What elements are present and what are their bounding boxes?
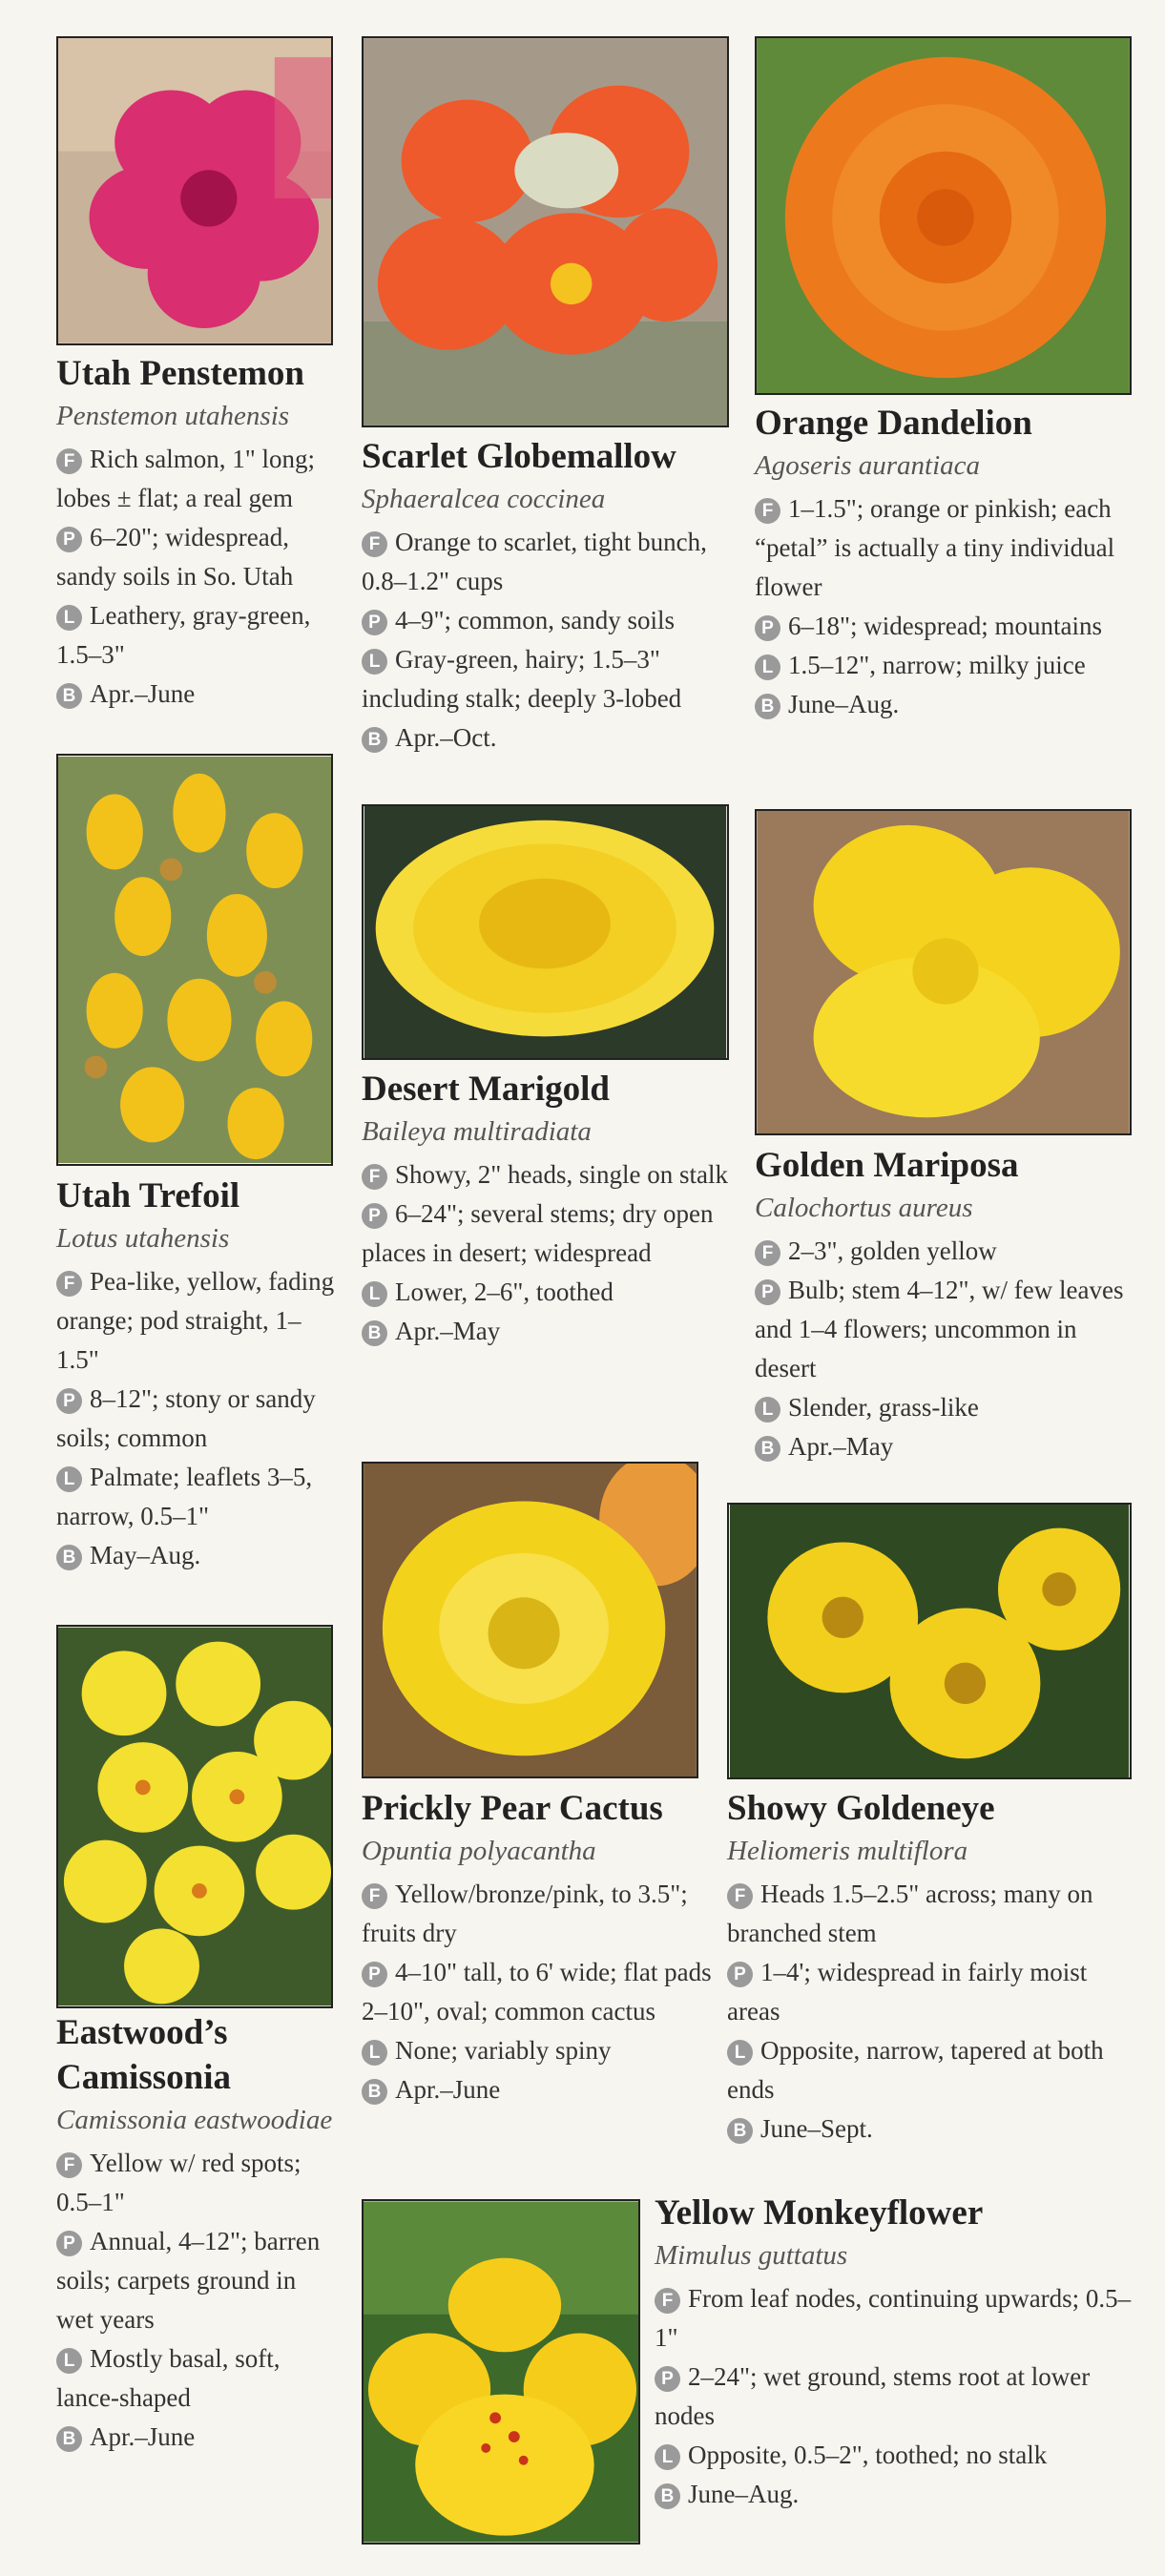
leaves-badge-icon: L [56, 1466, 82, 1492]
golden-mariposa-entry [755, 1143, 1136, 1466]
showy-goldeneye-entry [727, 1786, 1142, 2149]
orange-dandelion-sci: Agoseris aurantiaca [755, 450, 981, 481]
leaves-badge-icon: L [56, 2348, 82, 2374]
flower-badge-icon: F [56, 1271, 82, 1297]
fact-flower: F 2–3", golden yellow [755, 1232, 1136, 1271]
plant-badge-icon: P [56, 527, 82, 552]
eastwoods-camissonia-entry [56, 2010, 333, 2457]
flower-badge-icon: F [755, 498, 780, 524]
blooms-badge-icon: B [655, 2483, 680, 2509]
fact-blooms: B May–Aug. [56, 1536, 343, 1575]
flower-badge-icon: F [56, 448, 82, 474]
fact-blooms: B Apr.–June [362, 2070, 724, 2109]
plant-badge-icon: P [56, 1388, 82, 1414]
blooms-badge-icon: B [362, 727, 387, 753]
prickly-pear-photo [362, 1462, 698, 1778]
pink-penstemon-icon [58, 38, 331, 343]
fact-blooms: B June–Aug. [655, 2475, 1132, 2514]
golden-mariposa-photo [755, 809, 1132, 1135]
fact-leaves: L Opposite, 0.5–2", toothed; no stalk [655, 2436, 1132, 2475]
yellow-goldeneye-icon [729, 1505, 1130, 1777]
orange-dandelion-entry [755, 401, 1136, 724]
fact-plant: P 8–12"; stony or sandy soils; common [56, 1384, 316, 1452]
flower-badge-icon: F [56, 2152, 82, 2178]
blooms-badge-icon: B [755, 1436, 780, 1462]
utah-penstemon-sci: Penstemon utahensis [56, 401, 290, 431]
scarlet-globemallow-photo [362, 36, 729, 427]
fact-flower: F Pea-like, yellow, fading orange; pod straight, 1–1.5" [56, 1267, 335, 1374]
fact-flower: F Yellow w/ red spots; 0.5–1" [56, 2149, 302, 2216]
blooms-badge-icon: B [727, 2118, 753, 2144]
fact-plant: P Bulb; stem 4–12", w/ few leaves and 1–4 flowers; uncommon in desert [755, 1276, 1124, 1382]
blooms-badge-icon: B [56, 1545, 82, 1570]
yellow-camissonia-icon [58, 1627, 331, 2006]
fact-blooms: B Apr.–May [755, 1427, 1136, 1466]
blooms-badge-icon: B [362, 2079, 387, 2105]
fact-blooms: B Apr.–June [56, 2418, 333, 2457]
plant-badge-icon: P [362, 1203, 387, 1229]
showy-goldeneye-name: Showy Goldeneye [727, 1789, 995, 1828]
yellow-monkeyflower-photo [362, 2199, 640, 2545]
fact-flower: F Rich salmon, 1" long; lobes ± flat; a real gem [56, 445, 316, 512]
prickly-pear-name: Prickly Pear Cactus [362, 1789, 663, 1828]
fact-leaves: L Mostly basal, soft, lance-shaped [56, 2344, 281, 2412]
eastwoods-camissonia-sci: Camissonia eastwoodiae [56, 2105, 333, 2135]
plant-badge-icon: P [56, 2231, 82, 2256]
fact-plant: P 4–9"; common, sandy soils [362, 601, 734, 640]
blooms-badge-icon: B [362, 1320, 387, 1346]
yellow-marigold-icon [364, 806, 727, 1058]
yellow-monkeyflower-icon [364, 2201, 638, 2543]
fact-plant: P 6–18"; widespread; mountains [755, 607, 1136, 646]
utah-trefoil-sci: Lotus utahensis [56, 1223, 230, 1254]
golden-mariposa-name: Golden Mariposa [755, 1146, 1019, 1185]
utah-trefoil-entry [56, 1174, 343, 1575]
fact-leaves: L Opposite, narrow, tapered at both ends [727, 2036, 1104, 2104]
leaves-badge-icon: L [362, 2040, 387, 2066]
scarlet-globemallow-name: Scarlet Globemallow [362, 437, 676, 476]
golden-mariposa-sci: Calochortus aureus [755, 1193, 973, 1223]
leaves-badge-icon: L [362, 649, 387, 675]
scarlet-globemallow-sci: Sphaeralcea coccinea [362, 484, 606, 514]
fact-flower: F Orange to scarlet, tight bunch, 0.8–1.2" cups [362, 528, 707, 595]
desert-marigold-photo [362, 804, 729, 1060]
plant-badge-icon: P [362, 1962, 387, 1987]
fact-plant: P 6–24"; several stems; dry open places in desert; widespread [362, 1199, 714, 1267]
blooms-badge-icon: B [56, 683, 82, 709]
scarlet-globemallow-entry [362, 434, 734, 758]
fact-blooms: B Apr.–May [362, 1312, 734, 1351]
leaves-badge-icon: L [755, 1397, 780, 1423]
orange-globemallow-icon [364, 38, 727, 426]
desert-marigold-name: Desert Marigold [362, 1070, 610, 1109]
showy-goldeneye-sci: Heliomeris multiflora [727, 1836, 968, 1866]
utah-penstemon-photo [56, 36, 333, 345]
leaves-badge-icon: L [727, 2040, 753, 2066]
fact-leaves: L Gray-green, hairy; 1.5–3" including stalk; deeply 3-lobed [362, 645, 682, 713]
plant-badge-icon: P [655, 2366, 680, 2392]
orange-dandelion-photo [755, 36, 1132, 395]
fact-blooms: B Apr.–June [56, 675, 343, 714]
flower-badge-icon: F [362, 531, 387, 557]
fact-blooms: B June–Aug. [755, 685, 1136, 724]
plant-badge-icon: P [727, 1962, 753, 1987]
fact-plant: P Annual, 4–12"; barren soils; carpets ground in wet years [56, 2227, 321, 2334]
fact-leaves: L 1.5–12", narrow; milky juice [755, 646, 1136, 685]
fact-plant: P 1–4'; widespread in fairly moist areas [727, 1958, 1088, 2025]
fact-plant: P 4–10" tall, to 6' wide; flat pads 2–10", oval; common cactus [362, 1958, 712, 2025]
fact-leaves: L None; variably spiny [362, 2031, 724, 2070]
fact-blooms: B June–Sept. [727, 2109, 1142, 2149]
plant-badge-icon: P [755, 1279, 780, 1305]
utah-penstemon-entry [56, 351, 343, 714]
flower-badge-icon: F [655, 2288, 680, 2314]
flower-badge-icon: F [362, 1883, 387, 1909]
plant-badge-icon: P [755, 615, 780, 641]
desert-marigold-sci: Baileya multiradiata [362, 1116, 592, 1147]
eastwoods-camissonia-photo [56, 1625, 333, 2008]
prickly-pear-entry [362, 1786, 724, 2109]
yellow-cactus-flower-icon [364, 1464, 697, 1776]
prickly-pear-sci: Opuntia polyacantha [362, 1836, 596, 1866]
flower-badge-icon: F [727, 1883, 753, 1909]
fact-leaves: L Lower, 2–6", toothed [362, 1273, 734, 1312]
fact-flower: F From leaf nodes, continuing upwards; 0.5–1" [655, 2284, 1132, 2352]
yellow-trefoil-icon [58, 756, 331, 1164]
leaves-badge-icon: L [655, 2444, 680, 2470]
orange-dandelion-icon [757, 38, 1130, 393]
showy-goldeneye-photo [727, 1503, 1132, 1779]
eastwoods-camissonia-name: Eastwood’s Camissonia [56, 2013, 231, 2097]
flower-badge-icon: F [755, 1240, 780, 1266]
yellow-monkeyflower-name: Yellow Monkeyflower [655, 2193, 984, 2233]
blooms-badge-icon: B [56, 2426, 82, 2452]
utah-penstemon-name: Utah Penstemon [56, 354, 305, 393]
fact-plant: P 2–24"; wet ground, stems root at lower nodes [655, 2362, 1091, 2430]
fact-leaves: L Palmate; leaflets 3–5, narrow, 0.5–1" [56, 1463, 313, 1530]
yellow-monkeyflower-entry [655, 2191, 1132, 2514]
fact-blooms: B Apr.–Oct. [362, 718, 734, 758]
leaves-badge-icon: L [56, 605, 82, 631]
fact-flower: F Yellow/bronze/pink, to 3.5"; fruits dry [362, 1880, 688, 1947]
leaves-badge-icon: L [755, 654, 780, 680]
utah-trefoil-name: Utah Trefoil [56, 1176, 240, 1215]
desert-marigold-entry [362, 1067, 734, 1351]
blooms-badge-icon: B [755, 694, 780, 719]
utah-trefoil-photo [56, 754, 333, 1166]
yellow-monkeyflower-sci: Mimulus guttatus [655, 2240, 848, 2271]
yellow-mariposa-icon [757, 811, 1130, 1133]
fact-flower: F 1–1.5"; orange or pinkish; each “petal” is actually a tiny individual flower [755, 494, 1115, 601]
fact-flower: F Heads 1.5–2.5" across; many on branched stem [727, 1880, 1093, 1947]
fact-plant: P 6–20"; widespread, sandy soils in So. Utah [56, 523, 294, 591]
leaves-badge-icon: L [362, 1281, 387, 1307]
fact-leaves: L Leathery, gray-green, 1.5–3" [56, 601, 311, 669]
orange-dandelion-name: Orange Dandelion [755, 404, 1032, 443]
fact-leaves: L Slender, grass-like [755, 1388, 1136, 1427]
flower-badge-icon: F [362, 1164, 387, 1190]
plant-badge-icon: P [362, 610, 387, 635]
fact-flower: F Showy, 2" heads, single on stalk [362, 1155, 734, 1195]
